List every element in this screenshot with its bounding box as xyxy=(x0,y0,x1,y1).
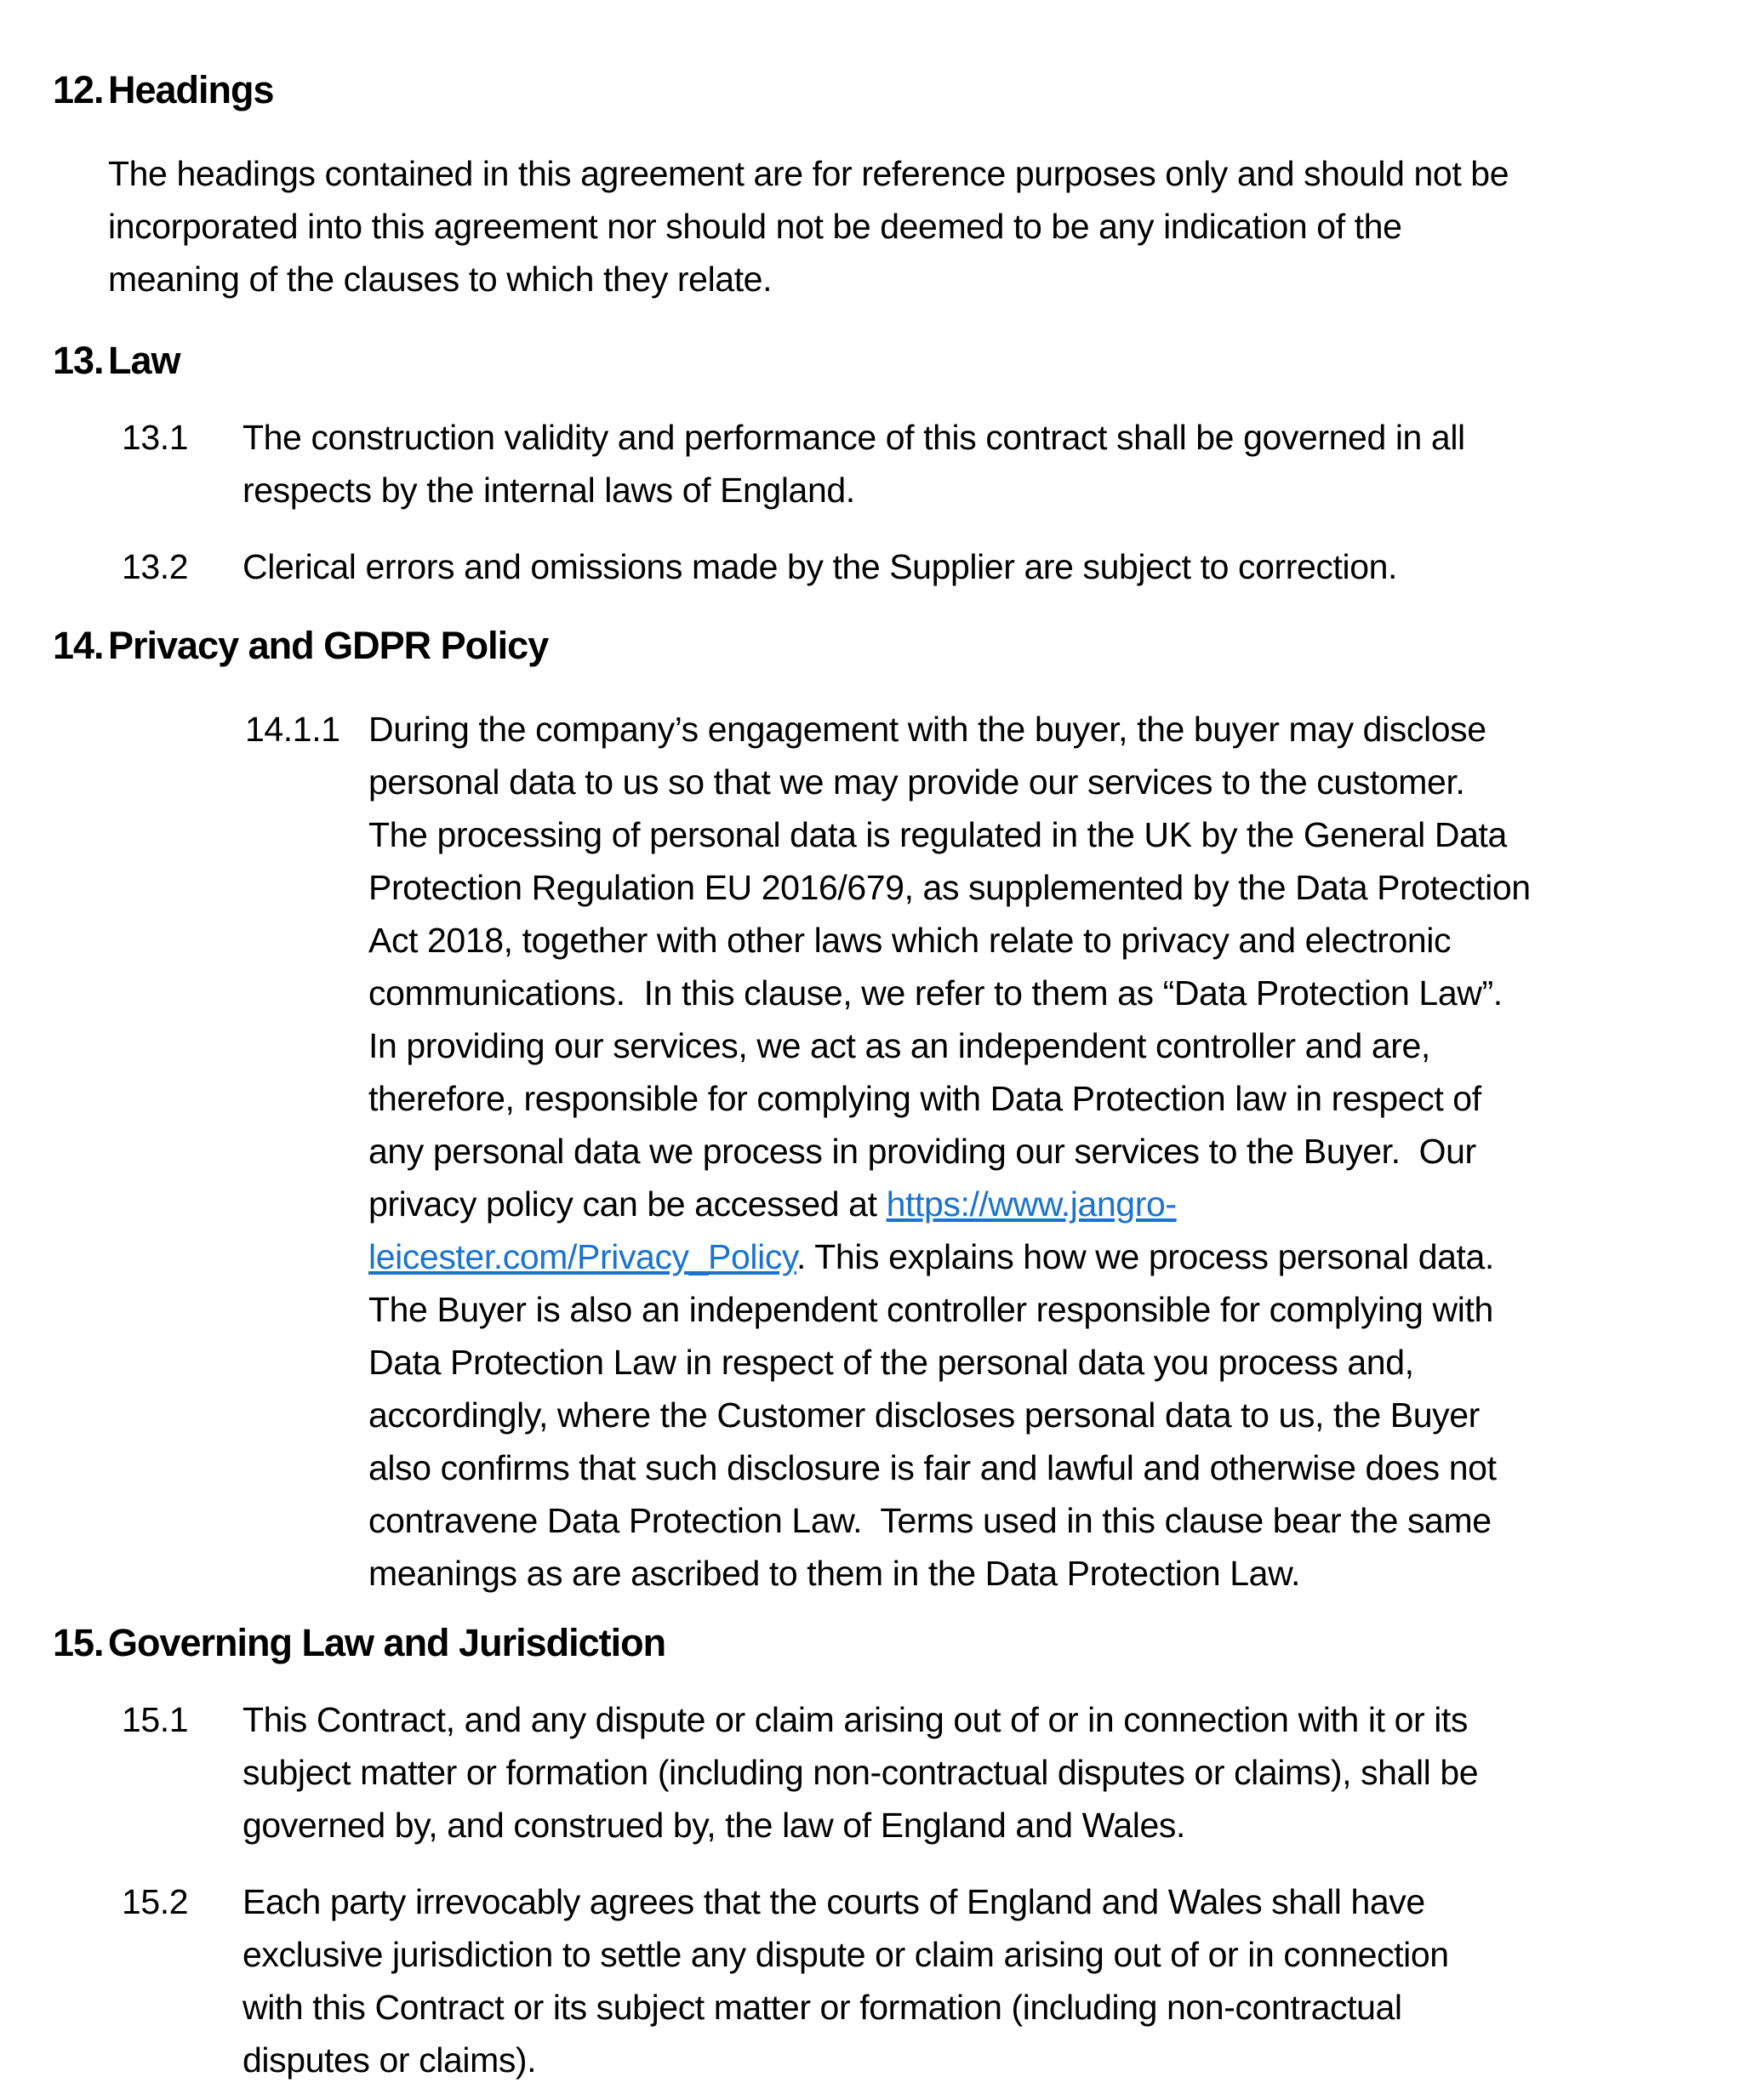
clause-line: exclusive jurisdiction to settle any dispute or claim arising out of or in connection xyxy=(242,1935,1449,1974)
clause-number: 15.1 xyxy=(122,1700,189,1739)
paragraph-line: meaning of the clauses to which they relate. xyxy=(108,260,773,299)
clause-text xyxy=(242,1875,1449,2086)
section-15-heading xyxy=(0,1617,1746,1669)
clause-line: accordingly, where the Customer discloses personal data to us, the Buyer xyxy=(368,1395,1480,1435)
section-number: 12. xyxy=(53,68,104,111)
clause-number: 13.1 xyxy=(122,418,189,457)
clause-line: The processing of personal data is regulated in the UK by the General Data xyxy=(368,815,1507,854)
clause-line-text: privacy policy can be accessed at xyxy=(368,1184,887,1224)
section-number: 15. xyxy=(53,1621,104,1664)
clause-line: governed by, and construed by, the law of England and Wales. xyxy=(242,1806,1186,1845)
clause-15-1 xyxy=(0,1693,1746,1852)
clause-line: meanings as are ascribed to them in the Data Protection Law. xyxy=(368,1554,1301,1593)
clause-line-with-link xyxy=(368,1178,1531,1230)
section-13-heading xyxy=(0,334,1746,387)
clause-13-1 xyxy=(0,411,1746,516)
clause-number: 15.2 xyxy=(122,1882,189,1921)
paragraph-line: The headings contained in this agreement are for reference purposes only and should not be xyxy=(108,154,1509,193)
clause-text xyxy=(368,703,1531,1600)
clause-line: In providing our services, we act as an independent controller and are, xyxy=(368,1026,1430,1065)
clause-line: with this Contract or its subject matter or formation (including non-contractual xyxy=(242,1988,1402,2027)
clause-line: During the company’s engagement with the buyer, the buyer may disclose xyxy=(368,710,1486,749)
clause-line: The Buyer is also an independent controller responsible for complying with xyxy=(368,1290,1493,1329)
section-number: 13. xyxy=(53,339,104,382)
clause-text xyxy=(242,411,1465,516)
clause-number: 13.2 xyxy=(122,547,189,586)
clause-line: subject matter or formation (including non-contractual disputes or claims), shall be xyxy=(242,1753,1479,1792)
clause-number: 14.1.1 xyxy=(245,710,340,749)
clause-line-text: . This explains how we process personal data. xyxy=(796,1237,1494,1276)
clause-line: personal data to us so that we may provide our services to the customer. xyxy=(368,762,1465,802)
section-14-heading xyxy=(0,619,1746,672)
clause-line: respects by the internal laws of England. xyxy=(242,471,855,510)
clause-line: any personal data we process in providing our services to the Buyer. Our xyxy=(368,1132,1476,1171)
clause-line-with-link xyxy=(368,1230,1531,1283)
clause-line: communications. In this clause, we refer to them as “Data Protection Law”. xyxy=(368,973,1503,1013)
section-number: 14. xyxy=(53,624,104,667)
clause-line: also confirms that such disclosure is fair and lawful and otherwise does not xyxy=(368,1448,1497,1487)
clause-line: Clerical errors and omissions made by the Supplier are subject to correction. xyxy=(242,547,1397,586)
clause-15-2 xyxy=(0,1875,1746,2086)
privacy-policy-link[interactable]: https://www.jangro- xyxy=(886,1184,1177,1224)
clause-line: Each party irrevocably agrees that the courts of England and Wales shall have xyxy=(242,1882,1425,1921)
clause-14-1-1 xyxy=(0,703,1746,1600)
section-title: Headings xyxy=(108,68,274,111)
clause-line: disputes or claims). xyxy=(242,2040,537,2080)
clause-line: Act 2018, together with other laws which relate to privacy and electronic xyxy=(368,921,1452,960)
clause-line: contravene Data Protection Law. Terms used in this clause bear the same xyxy=(368,1501,1492,1540)
clause-13-2 xyxy=(0,540,1746,593)
section-12-heading xyxy=(0,64,1746,117)
clause-text xyxy=(242,1693,1478,1852)
clause-line: The construction validity and performance of this contract shall be governed in all xyxy=(242,418,1465,457)
section-title: Governing Law and Jurisdiction xyxy=(108,1621,666,1664)
clause-text xyxy=(242,540,1397,593)
section-12-paragraph xyxy=(108,147,1746,305)
privacy-policy-link[interactable]: leicester.com/Privacy_Policy xyxy=(368,1237,796,1276)
clause-line: Data Protection Law in respect of the personal data you process and, xyxy=(368,1343,1414,1382)
paragraph-line: incorporated into this agreement nor should not be deemed to be any indication of the xyxy=(108,207,1402,246)
clause-line: therefore, responsible for complying with Data Protection law in respect of xyxy=(368,1079,1481,1118)
section-title: Privacy and GDPR Policy xyxy=(108,624,549,667)
section-title: Law xyxy=(108,339,180,382)
clause-line: This Contract, and any dispute or claim arising out of or in connection with it or its xyxy=(242,1700,1469,1739)
clause-line: Protection Regulation EU 2016/679, as supplemented by the Data Protection xyxy=(368,868,1531,907)
